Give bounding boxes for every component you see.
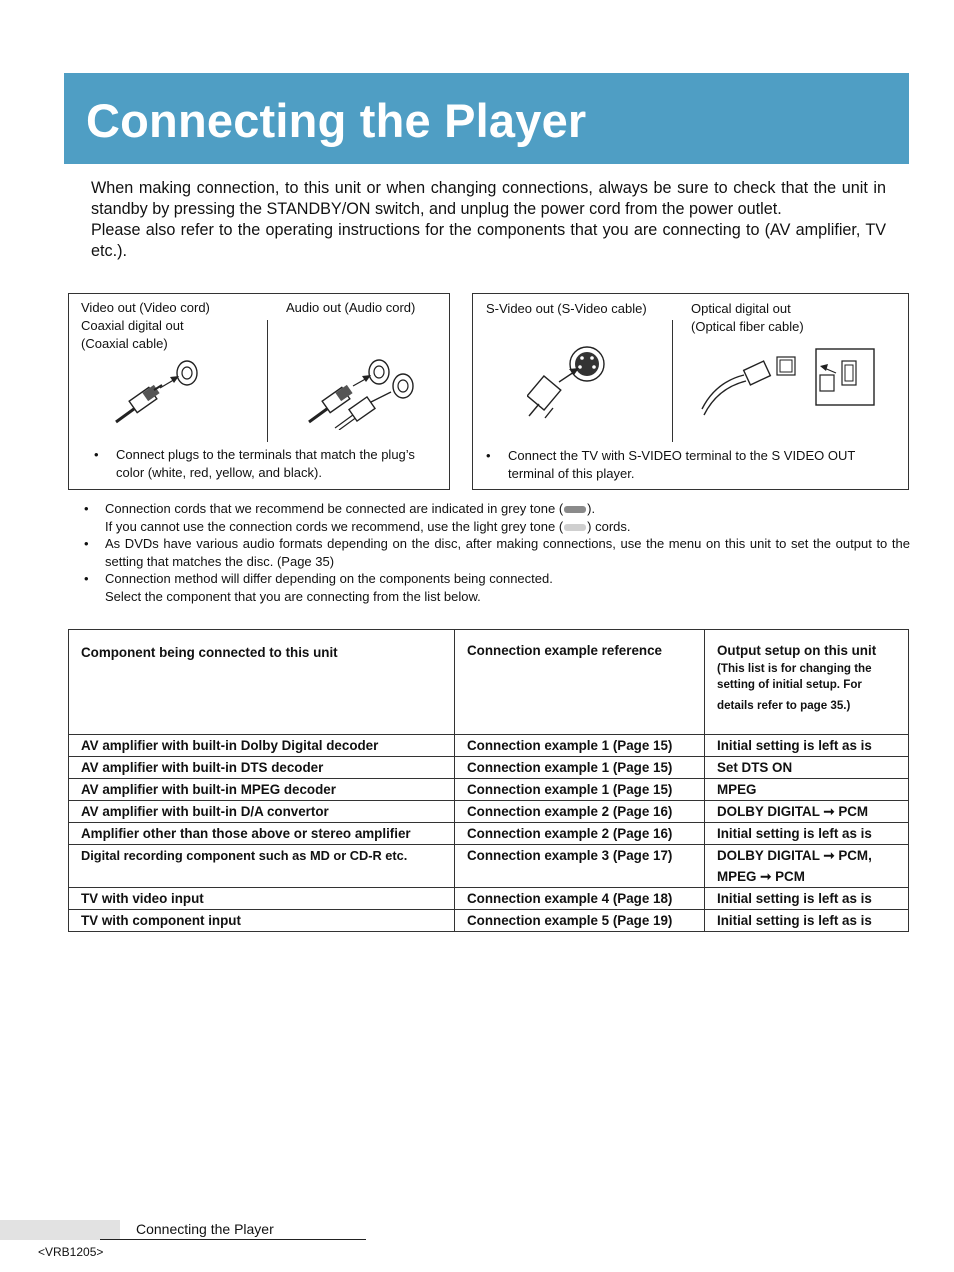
table-row: [69, 779, 909, 801]
cell-output: MPEG: [705, 779, 909, 801]
light-grey-tone-swatch-icon: [564, 524, 586, 531]
grey-tone-swatch-icon: [564, 506, 586, 513]
notes-list: [84, 500, 910, 606]
header-reference: Connection example reference: [455, 630, 705, 735]
cell-component: Digital recording component such as MD or CD-R etc.: [69, 845, 455, 888]
video-out-line-1: Video out (Video cord): [81, 300, 210, 315]
cell-component: AV amplifier with built-in DTS decoder: [69, 757, 455, 779]
cell-output-line-2: MPEG ➞ PCM: [717, 869, 805, 884]
left-panel-note: [94, 446, 446, 482]
note-alt-text: If you cannot use the connection cords we recommend, use the light grey tone (: [105, 518, 564, 534]
footer-document-code: <VRB1205>: [38, 1245, 104, 1259]
cell-reference: Connection example 3 (Page 17): [455, 845, 705, 888]
right-panel-divider: [672, 320, 673, 442]
right-panel-note: [486, 447, 898, 483]
bullet-icon: •: [94, 447, 99, 462]
footer-divider: [100, 1239, 366, 1240]
bullet-icon: •: [84, 571, 89, 587]
footer-tab: [0, 1220, 120, 1240]
cell-output: Initial setting is left as is: [705, 910, 909, 932]
table-row: [69, 735, 909, 757]
header-output-text: Output setup on this unit: [717, 643, 877, 658]
header-output-sub-2: details refer to page 35.): [717, 699, 851, 712]
intro-paragraph-2: Please also refer to the operating instructions for the components that you are connecting to (AV amplifier, TV etc.).: [91, 221, 886, 260]
optical-out-line-1: Optical digital out: [691, 301, 791, 316]
bullet-icon: •: [84, 501, 89, 516]
note-item: [84, 535, 910, 570]
cell-reference: Connection example 4 (Page 18): [455, 888, 705, 910]
footer-section-title: Connecting the Player: [136, 1221, 274, 1237]
cell-output: Set DTS ON: [705, 757, 909, 779]
cell-reference: Connection example 1 (Page 15): [455, 735, 705, 757]
cell-reference: Connection example 1 (Page 15): [455, 779, 705, 801]
cell-reference: Connection example 1 (Page 15): [455, 757, 705, 779]
note-method-line-1: Connection method will differ depending on the components being connected.: [105, 571, 553, 587]
cell-output: Initial setting is left as is: [705, 735, 909, 757]
table-row: [69, 801, 909, 823]
table-row: [69, 845, 909, 888]
audio-out-label: Audio out (Audio cord): [286, 300, 416, 315]
note-audio-formats: As DVDs have various audio formats depending on the disc, after making connections, use the menu on this unit to set the output to the setting that matches the disc. (Page 35): [105, 536, 910, 569]
table-row: [69, 910, 909, 932]
note-item: [84, 570, 910, 605]
header-component-text: Component being connected to this unit: [81, 645, 338, 660]
audio-plug-icon: [305, 358, 415, 430]
page-title: Connecting the Player: [86, 94, 587, 147]
cell-output: Initial setting is left as is: [705, 823, 909, 845]
svideo-out-label: S-Video out (S-Video cable): [486, 301, 647, 316]
component-table: [68, 629, 909, 932]
video-out-line-3: (Coaxial cable): [81, 336, 168, 351]
intro-text: [91, 178, 886, 262]
table-row: [69, 757, 909, 779]
cell-component: AV amplifier with built-in MPEG decoder: [69, 779, 455, 801]
video-out-line-2: Coaxial digital out: [81, 318, 184, 333]
svideo-plug-icon: [527, 342, 613, 420]
table-row: [69, 888, 909, 910]
table-row: [69, 823, 909, 845]
header-output: [705, 630, 909, 735]
cell-component: TV with video input: [69, 888, 455, 910]
note-alt-end: ) cords.: [587, 518, 631, 534]
cell-component: TV with component input: [69, 910, 455, 932]
cell-reference: Connection example 2 (Page 16): [455, 801, 705, 823]
cell-component: AV amplifier with built-in Dolby Digital decoder: [69, 735, 455, 757]
cell-output-line-1: DOLBY DIGITAL ➞ PCM,: [717, 848, 872, 863]
note-recommended-end: ).: [587, 501, 596, 516]
video-out-label: [81, 299, 210, 353]
cell-component: AV amplifier with built-in D/A convertor: [69, 801, 455, 823]
note-item: [84, 500, 910, 535]
bullet-icon: •: [486, 448, 491, 463]
cell-output: [705, 845, 909, 888]
cell-reference: Connection example 2 (Page 16): [455, 823, 705, 845]
header-output-sub-1: (This list is for changing the setting of initial setup. For: [717, 662, 872, 691]
left-panel-divider: [267, 320, 268, 442]
left-panel-note-text: Connect plugs to the terminals that match the plug’s color (white, red, yellow, and black).: [116, 447, 415, 480]
bullet-icon: •: [84, 536, 89, 552]
cell-output: DOLBY DIGITAL ➞ PCM: [705, 801, 909, 823]
video-plug-icon: [112, 358, 204, 428]
cell-output: Initial setting is left as is: [705, 888, 909, 910]
table-header-row: [69, 630, 909, 735]
note-recommended-text: Connection cords that we recommend be connected are indicated in grey tone (: [105, 501, 564, 516]
header-component: [69, 630, 455, 735]
cell-component: Amplifier other than those above or stereo amplifier: [69, 823, 455, 845]
optical-out-label: [691, 300, 804, 336]
note-method-line-2: Select the component that you are connecting from the list below.: [105, 588, 481, 604]
right-panel-note-text: Connect the TV with S-VIDEO terminal to the S VIDEO OUT terminal of this player.: [508, 448, 856, 481]
intro-paragraph-1: When making connection, to this unit or when changing connections, always be sure to check that the unit in standby by pressing the STANDBY/ON switch, and unplug the power cord from the power outlet.: [91, 179, 886, 218]
cell-reference: Connection example 5 (Page 19): [455, 910, 705, 932]
optical-plug-icon: [700, 345, 880, 420]
optical-out-line-2: (Optical fiber cable): [691, 319, 804, 334]
